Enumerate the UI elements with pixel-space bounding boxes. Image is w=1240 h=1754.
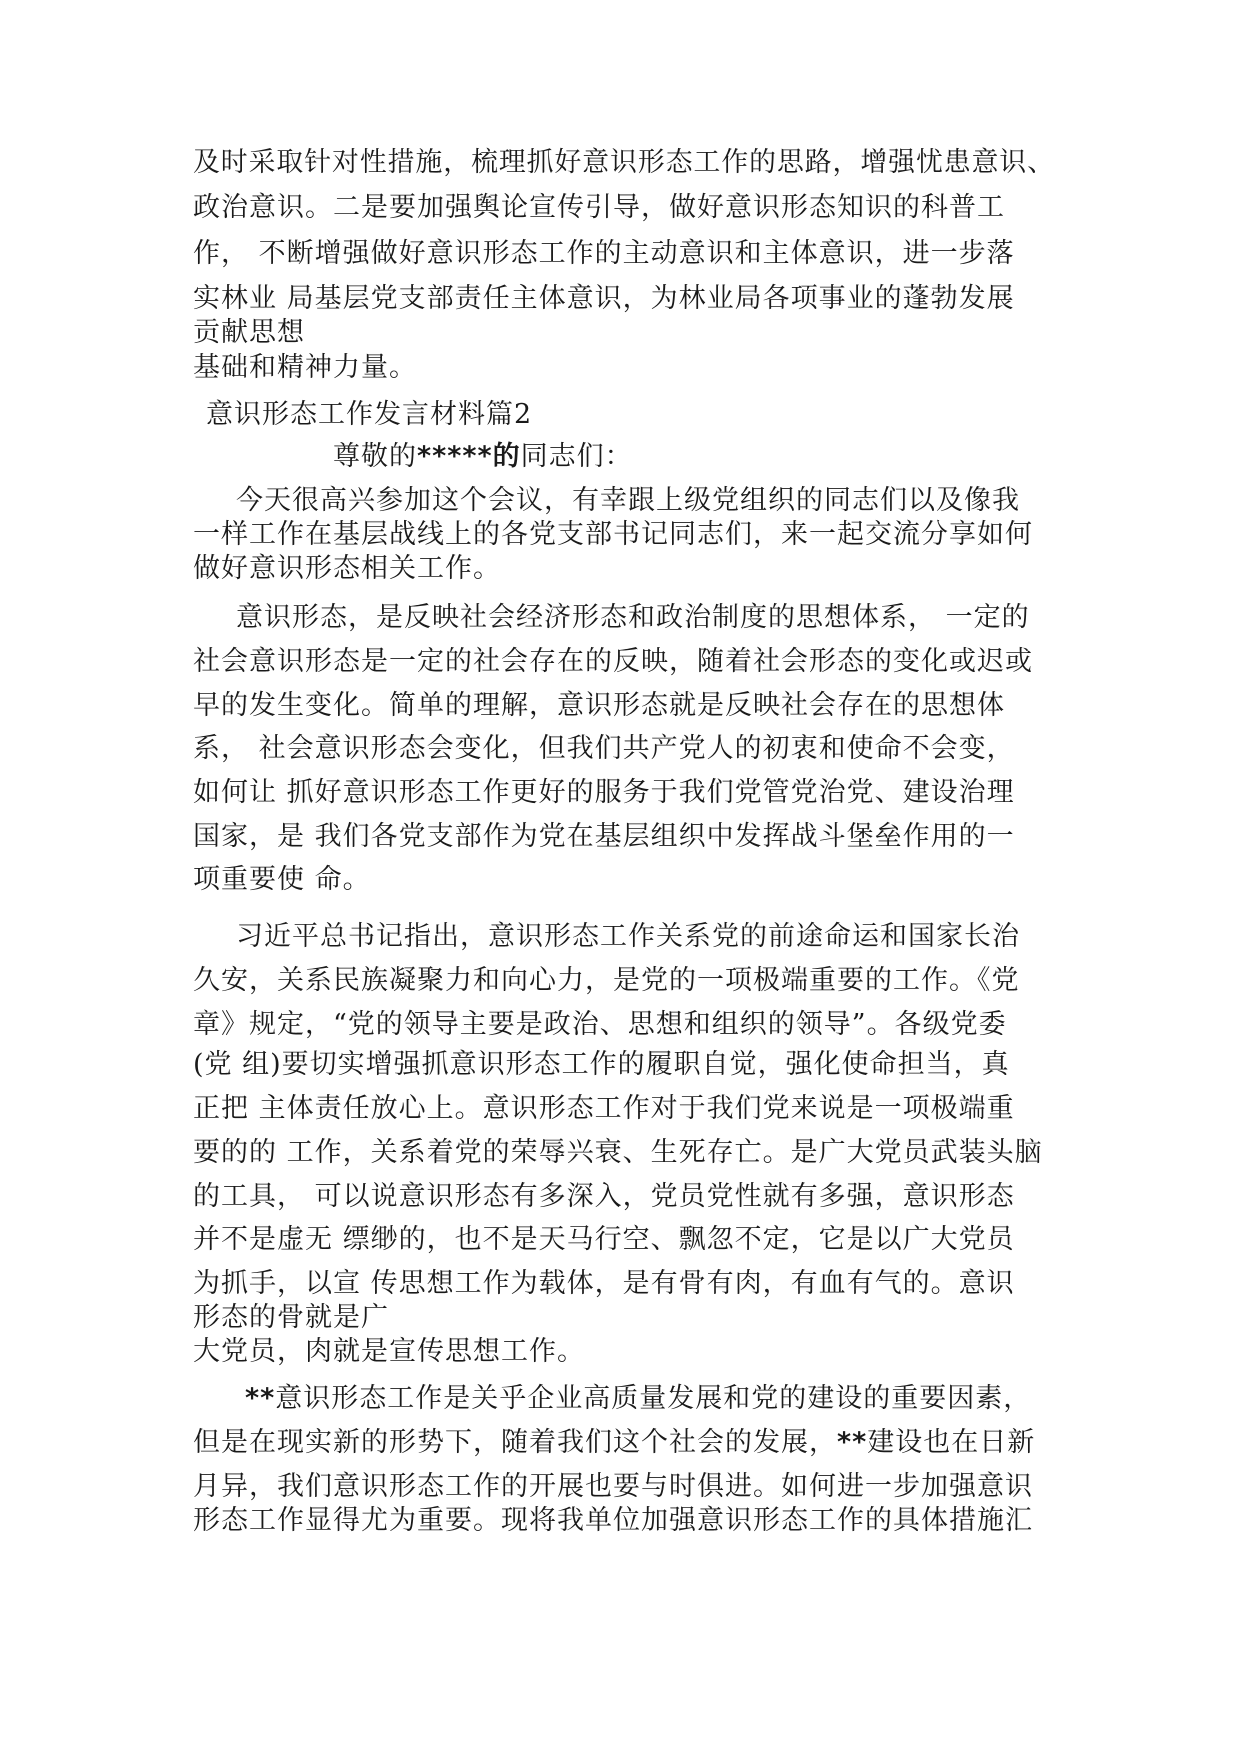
text-line <box>245 1382 1031 1416</box>
text-span: 意识形态工作是关乎企业高质量发展和党的建设的重要因素， <box>275 1383 1032 1414</box>
text-line <box>193 1426 1035 1460</box>
text-line: 的工具， 可以说意识形态有多深入，党员党性就有多强，意识形态 <box>193 1181 1015 1212</box>
text-line: 久安，关系民族凝聚力和向心力，是党的一项极端重要的工作。《党 <box>193 965 1020 996</box>
text-line: 一样工作在基层战线上的各党支部书记同志们，来一起交流分享如何 <box>193 519 1033 550</box>
text-line: 早的发生变化。简单的理解，意识形态就是反映社会存在的思想体 <box>193 690 1005 721</box>
text-line: 项重要使 命。 <box>193 864 371 895</box>
text-line: 实林业 局基层党支部责任主体意识，为林业局各项事业的蓬勃发展 <box>193 283 1015 314</box>
text-line: 国家，是 我们各党支部作为党在基层组织中发挥战斗堡垒作用的一 <box>193 821 1015 852</box>
text-line: 并不是虚无 缥缈的，也不是天马行空、飘忽不定，它是以广大党员 <box>193 1224 1015 1255</box>
text-line: 系， 社会意识形态会变化，但我们共产党人的初衷和使命不会变， <box>193 733 1015 764</box>
text-line: 为抓手，以宣 传思想工作为载体，是有骨有肉，有血有气的。意识 <box>193 1268 1015 1299</box>
text-line: 意识形态，是反映社会经济形态和政治制度的思想体系， 一定的 <box>236 602 1030 633</box>
text-span: 但是在现实新的形势下，随着我们这个社会的发展， <box>193 1427 837 1458</box>
text-span: 建设也在日新 <box>867 1427 1036 1458</box>
salutation-suffix: 同志们： <box>520 441 633 472</box>
masked-text: ** <box>837 1427 868 1458</box>
masked-text: ** <box>245 1383 276 1414</box>
text-line: 及时采取针对性措施，梳理抓好意识形态工作的思路，增强忧患意识、 <box>193 147 1056 178</box>
salutation-mask: *****的 <box>417 441 521 472</box>
text-line: 月异，我们意识形态工作的开展也要与时俱进。如何进一步加强意识 <box>193 1471 1033 1502</box>
salutation <box>333 440 633 474</box>
text-line: 形态的骨就是广 <box>193 1302 389 1333</box>
text-line: 如何让 抓好意识形态工作更好的服务于我们党管党治党、建设治理 <box>193 777 1015 808</box>
text-line: 今天很高兴参加这个会议，有幸跟上级党组织的同志们以及像我 <box>236 485 1020 516</box>
salutation-prefix: 尊敬的 <box>333 441 417 472</box>
text-line: 要的的 工作，关系着党的荣辱兴衰、生死存亡。是广大党员武装头脑 <box>193 1137 1043 1168</box>
text-line: 大党员，肉就是宣传思想工作。 <box>193 1336 585 1367</box>
text-line: 政治意识。二是要加强舆论宣传引导，做好意识形态知识的科普工 <box>193 192 1005 223</box>
text-line: (党 组)要切实增强抓意识形态工作的履职自觉，强化使命担当，真 <box>193 1049 1010 1080</box>
section-title: 意识形态工作发言材料篇2 <box>206 399 533 430</box>
text-line: 社会意识形态是一定的社会存在的反映，随着社会形态的变化或迟或 <box>193 646 1033 677</box>
text-line: 贡献思想 <box>193 317 305 348</box>
text-line: 作， 不断增强做好意识形态工作的主动意识和主体意识，进一步落 <box>193 238 1015 269</box>
text-line: 章》规定，“党的领导主要是政治、思想和组织的领导”。各级党委 <box>193 1009 1007 1040</box>
text-line: 习近平总书记指出，意识形态工作关系党的前途命运和国家长治 <box>236 921 1020 952</box>
text-line: 形态工作显得尤为重要。现将我单位加强意识形态工作的具体措施汇 <box>193 1505 1033 1536</box>
text-line: 基础和精神力量。 <box>193 352 417 383</box>
text-line: 正把 主体责任放心上。意识形态工作对于我们党来说是一项极端重 <box>193 1093 1015 1124</box>
text-line: 做好意识形态相关工作。 <box>193 553 501 584</box>
